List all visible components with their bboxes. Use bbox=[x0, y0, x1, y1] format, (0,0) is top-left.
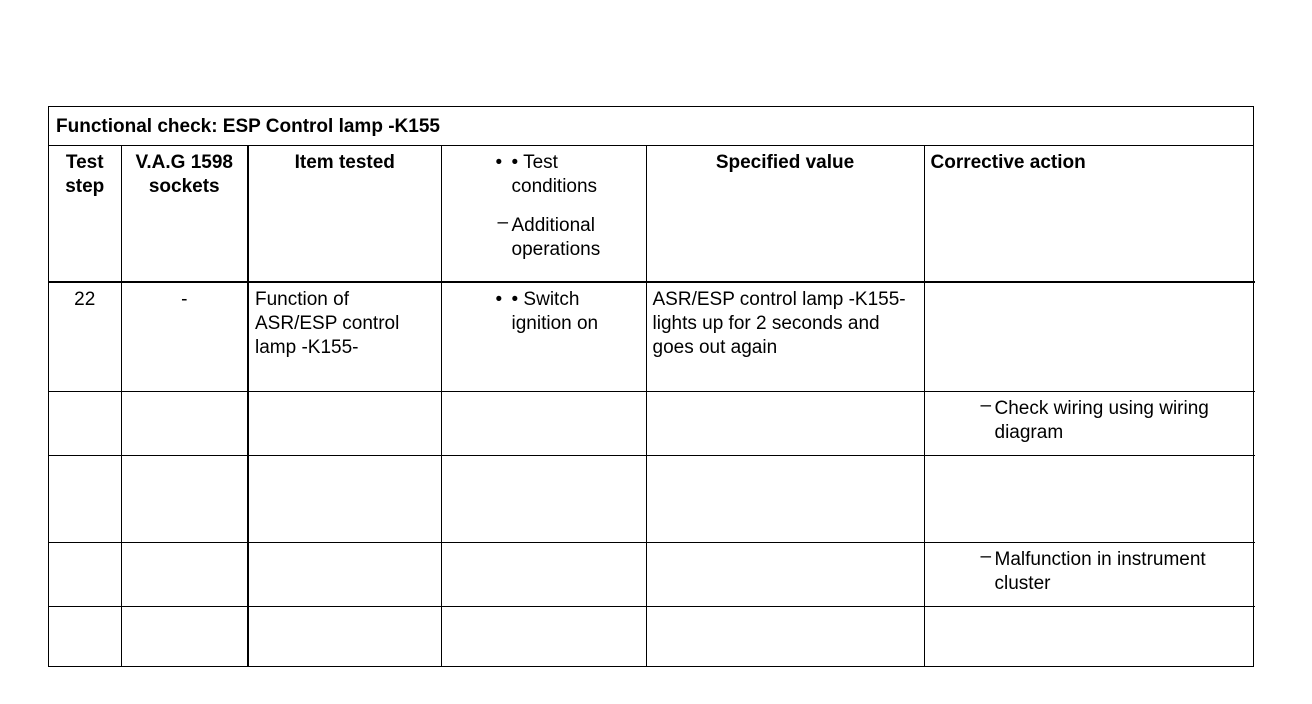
condition-cell bbox=[441, 282, 646, 391]
condition-line bbox=[448, 288, 640, 336]
dash-icon: – bbox=[980, 545, 992, 567]
table-row bbox=[49, 455, 1255, 542]
table-row bbox=[49, 606, 1255, 667]
header-conditions bbox=[441, 146, 646, 282]
corrective-action-cell bbox=[924, 542, 1255, 606]
sockets-value: - bbox=[121, 282, 248, 391]
functional-check-table bbox=[48, 106, 1254, 667]
corrective-action-cell bbox=[924, 391, 1255, 455]
header-item-tested: Item tested bbox=[248, 146, 441, 282]
dash-icon: – bbox=[980, 394, 992, 416]
table-row bbox=[49, 391, 1255, 455]
dash-icon: – bbox=[497, 212, 509, 233]
header-specified-value: Specified value bbox=[646, 146, 924, 282]
table-row bbox=[49, 282, 1255, 391]
corrective-action-text: Check wiring using wiring diagram bbox=[994, 397, 1209, 443]
corrective-action-text: Malfunction in instrument cluster bbox=[994, 548, 1206, 594]
header-conditions-line1 bbox=[448, 151, 640, 199]
check-grid bbox=[49, 146, 1255, 667]
header-conditions-text2: Additional operations bbox=[511, 215, 601, 260]
corrective-action-line bbox=[931, 545, 1250, 596]
test-step-value: 22 bbox=[49, 282, 121, 391]
header-row bbox=[49, 146, 1255, 282]
bullet-icon: • bbox=[495, 152, 503, 173]
table-row bbox=[49, 542, 1255, 606]
header-conditions-line2 bbox=[448, 214, 640, 262]
header-corrective-action: Corrective action bbox=[924, 146, 1255, 282]
table-title: Functional check: ESP Control lamp -K155 bbox=[49, 107, 1253, 146]
header-test-step: Test step bbox=[49, 146, 121, 282]
bullet-icon: • bbox=[495, 289, 503, 310]
specified-value: ASR/ESP control lamp -K155- lights up for 2 seconds and goes out again bbox=[646, 282, 924, 391]
header-sockets: V.A.G 1598 sockets bbox=[121, 146, 248, 282]
corrective-action-empty bbox=[924, 282, 1255, 391]
item-tested-value: Function of ASR/ESP control lamp -K155- bbox=[248, 282, 441, 391]
condition-text: • Switch ignition on bbox=[511, 289, 599, 334]
header-conditions-text1: • Test conditions bbox=[511, 152, 598, 197]
corrective-action-line bbox=[931, 394, 1250, 445]
